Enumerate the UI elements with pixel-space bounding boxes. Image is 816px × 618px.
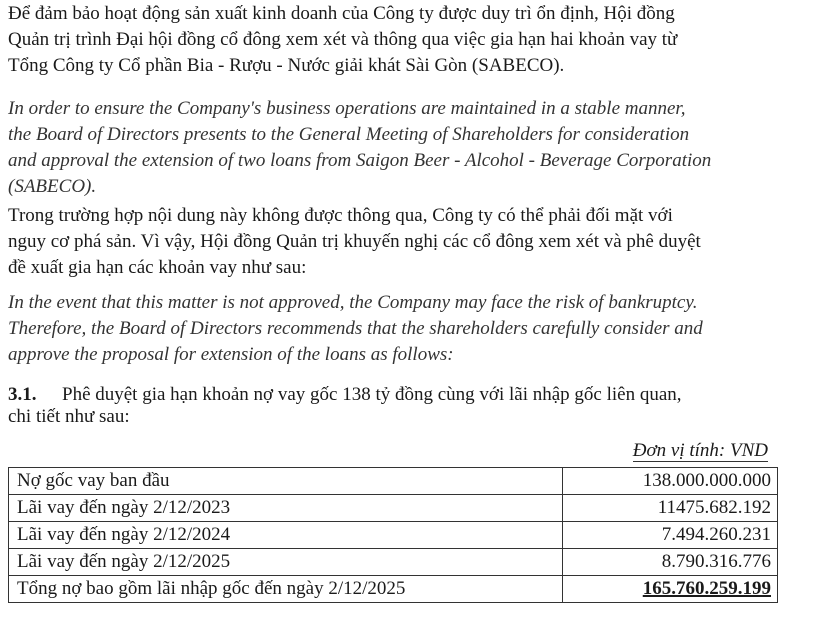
- paragraph-en-bankruptcy-risk: [8, 290, 788, 368]
- total-amount: 165.760.259.199: [563, 576, 778, 603]
- text-line: and approval the extension of two loans from Saigon Beer - Alcohol - Beverage Corporation: [8, 150, 712, 171]
- table-row: [9, 468, 778, 495]
- text-line: the Board of Directors presents to the General Meeting of Shareholders for consideration: [8, 124, 690, 145]
- row-amount: 11475.682.192: [563, 495, 778, 522]
- table-row-total: [9, 576, 778, 603]
- row-label: Lãi vay đến ngày 2/12/2023: [9, 495, 563, 522]
- loan-table: [8, 467, 778, 603]
- table-row: [9, 495, 778, 522]
- text-line: Quản trị trình Đại hội đồng cổ đông xem xét và thông qua việc gia hạn hai khoản vay từ: [8, 29, 678, 50]
- unit-label: Đơn vị tính: VND: [632, 440, 768, 461]
- text-line: nguy cơ phá sản. Vì vậy, Hội đồng Quản trị khuyến nghị các cổ đông xem xét và phê duyệt: [8, 231, 701, 252]
- paragraph-vi-bankruptcy-risk: [8, 203, 788, 281]
- row-label: Lãi vay đến ngày 2/12/2025: [9, 549, 563, 576]
- row-amount: 8.790.316.776: [563, 549, 778, 576]
- table-row: [9, 549, 778, 576]
- paragraph-en-loan-extension: [8, 96, 788, 200]
- row-label: Lãi vay đến ngày 2/12/2024: [9, 522, 563, 549]
- row-amount: 138.000.000.000: [563, 468, 778, 495]
- text-line: approve the proposal for extension of the loans as follows:: [8, 344, 454, 365]
- section-3-1-heading: [8, 384, 788, 428]
- text-line: (SABECO).: [8, 176, 97, 197]
- text-line: Trong trường hợp nội dung này không được thông qua, Công ty có thể phải đối mặt với: [8, 205, 673, 226]
- section-title: Phê duyệt gia hạn khoản nợ vay gốc 138 tỷ đồng cùng với lãi nhập gốc liên quan,: [62, 384, 682, 405]
- text-line: In the event that this matter is not approved, the Company may face the risk of bankruptcy.: [8, 292, 698, 313]
- section-heading-continuation: chi tiết như sau:: [8, 406, 130, 427]
- text-line: đề xuất gia hạn các khoản vay như sau:: [8, 257, 307, 278]
- text-line: In order to ensure the Company's business operations are maintained in a stable manner,: [8, 98, 686, 119]
- text-line: Therefore, the Board of Directors recommends that the shareholders carefully consider and: [8, 318, 703, 339]
- row-amount: 7.494.260.231: [563, 522, 778, 549]
- row-label: Nợ gốc vay ban đầu: [9, 468, 563, 495]
- text-line: Để đảm bảo hoạt động sản xuất kinh doanh của Công ty được duy trì ổn định, Hội đồng: [8, 3, 675, 24]
- section-number: 3.1.: [8, 384, 37, 405]
- row-label: Tổng nợ bao gồm lãi nhập gốc đến ngày 2/12/2025: [9, 576, 563, 603]
- text-line: Tổng Công ty Cổ phần Bia - Rượu - Nước giải khát Sài Gòn (SABECO).: [8, 55, 565, 76]
- paragraph-vi-loan-extension: [8, 1, 788, 79]
- table-row: [9, 522, 778, 549]
- section-heading-line: [8, 384, 788, 406]
